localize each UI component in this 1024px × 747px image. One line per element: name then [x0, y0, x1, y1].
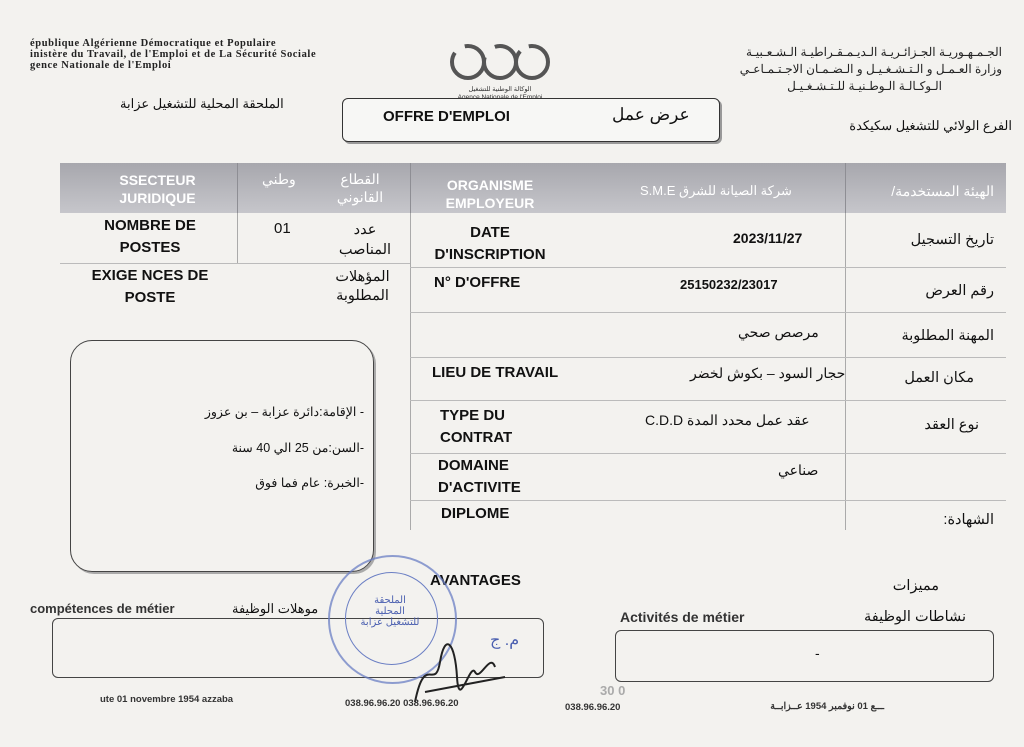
- sector-value-ar: وطني: [262, 171, 296, 187]
- header-fr: [30, 38, 316, 71]
- footer-phone-right: 038.96.96.20: [565, 702, 621, 713]
- logo-caption-ar: الوكالة الوطنية للتشغيل: [468, 86, 532, 93]
- avantages-label-ar: مميزات: [892, 578, 939, 594]
- competences-label-ar: موهلات الوظيفة: [232, 601, 319, 616]
- lieu-value: حجار السود – بكوش لخضر: [690, 365, 846, 381]
- contrat-value: عقد عمل محدد المدة C.D.D: [645, 412, 810, 428]
- grid-line: [410, 500, 1006, 501]
- sector-label-ar-1: القطاع: [340, 171, 380, 187]
- exigences-label-ar: المؤهلات المطلوبة: [335, 269, 390, 304]
- lieu-label-fr: LIEU DE TRAVAIL: [432, 364, 559, 381]
- header-ar: [740, 44, 1002, 95]
- footer-address-ar: ـــع 01 نوفمبر 1954 عــزابــة: [770, 701, 884, 712]
- branch-name: الفرع الولائي للتشغيل سكيكدة: [849, 118, 1012, 133]
- date-label-ar: تاريخ التسجيل: [910, 232, 994, 248]
- metier-label-ar: المهنة المطلوبة: [901, 328, 994, 344]
- requirements-box: [70, 340, 374, 572]
- title-fr: OFFRE D'EMPLOI: [383, 108, 510, 125]
- offre-label-fr: N° D'OFFRE: [434, 274, 521, 291]
- sector-label-ar: [330, 170, 390, 206]
- date-label-fr: DATE D'INSCRIPTION: [434, 224, 546, 263]
- header-ar-line: الجـمـهـوريـة الجـزائـريـة الـديـمـقـراطيـة الـشـعـبيـة: [745, 45, 1002, 59]
- title-ar: عرض عمل: [612, 105, 690, 124]
- competences-label-fr: compétences de métier: [30, 601, 175, 616]
- band-divider: [237, 163, 238, 213]
- metier-value: مرصص صحي: [738, 324, 819, 340]
- band-divider: [845, 163, 846, 213]
- offre-label-ar: رقم العرض: [925, 283, 994, 299]
- organisme-label-fr: ORGANISME EMPLOYEUR: [445, 177, 535, 211]
- grid-line: [410, 357, 1006, 358]
- activites-value: -: [815, 645, 820, 661]
- organisme-value: شركة الصيانة للشرق S.M.E: [640, 183, 792, 198]
- activites-label-ar: نشاطات الوظيفة: [864, 609, 966, 625]
- postes-label-ar: عدد المناصب: [338, 222, 392, 258]
- requirement-residence: - الإقامة:دائرة عزابة – بن عزوز: [204, 405, 364, 419]
- exigences-label-fr: EXIGE NCES DE POSTE: [91, 267, 209, 306]
- grid-line: [410, 453, 1006, 454]
- sector-label-ar-2: القانوني: [336, 189, 384, 205]
- header-fr-line: épublique Algérienne Démocratique et Populaire: [30, 38, 277, 49]
- footer-faded: 30 0: [600, 683, 626, 698]
- domaine-value: صناعي: [778, 462, 819, 478]
- domaine-label-fr: DOMAINE D'ACTIVITE: [438, 457, 521, 496]
- header-ar-line: الـوكـالـة الـوطـنيـة للـتـشـغـيـل: [787, 79, 942, 93]
- stamp-name: م. ج: [490, 632, 520, 649]
- postes-value: 01: [274, 220, 291, 237]
- avantages-label-fr: AVANTAGES: [430, 572, 521, 589]
- grid-line: [60, 263, 410, 264]
- organisme-label-ar: الهيئة المستخدمة/: [891, 183, 994, 199]
- footer-address-fr: ute 01 novembre 1954 azzaba: [100, 694, 234, 705]
- requirement-experience: -الخبرة: عام فما فوق: [255, 476, 364, 490]
- band-divider: [410, 163, 411, 213]
- grid-line: [237, 213, 238, 263]
- diplome-label-ar: الشهادة:: [943, 512, 994, 528]
- footer-phones: 038.96.96.20 038.96.96.20: [345, 698, 459, 709]
- offre-value: 25150232/23017: [680, 277, 778, 292]
- contrat-label-ar: نوع العقد: [924, 417, 979, 433]
- grid-line: [410, 213, 411, 530]
- header-fr-line: inistère du Travail, de l'Emploi et de La Sécurité Sociale: [30, 49, 317, 60]
- date-value: 2023/11/27: [733, 230, 803, 246]
- activites-box: [615, 630, 994, 682]
- annex-name: الملحقة المحلية للتشغيل عزابة: [120, 96, 284, 111]
- postes-label-fr: NOMBRE DE POSTES: [104, 217, 196, 256]
- lieu-label-ar: مكان العمل: [904, 370, 974, 386]
- grid-line: [410, 400, 1006, 401]
- header-fr-line: gence Nationale de l'Emploi: [30, 60, 172, 71]
- activites-label-fr: Activités de métier: [620, 609, 745, 625]
- header-ar-line: وزارة العـمـل و الـتـشـغـيـل و الـضـمـان الاجـتـمـاعـي: [739, 62, 1002, 76]
- sector-label-fr: SSECTEUR JURIDIQUE: [119, 172, 196, 206]
- stamp-text: الملحقة المحلية للتشغيل عزابة: [360, 595, 420, 628]
- contrat-label-fr: TYPE DU CONTRAT: [440, 407, 513, 446]
- diplome-label-fr: DIPLOME: [441, 505, 510, 522]
- grid-line: [410, 312, 1006, 313]
- requirement-age: -السن:من 25 الي 40 سنة: [231, 441, 364, 455]
- grid-line: [410, 267, 1006, 268]
